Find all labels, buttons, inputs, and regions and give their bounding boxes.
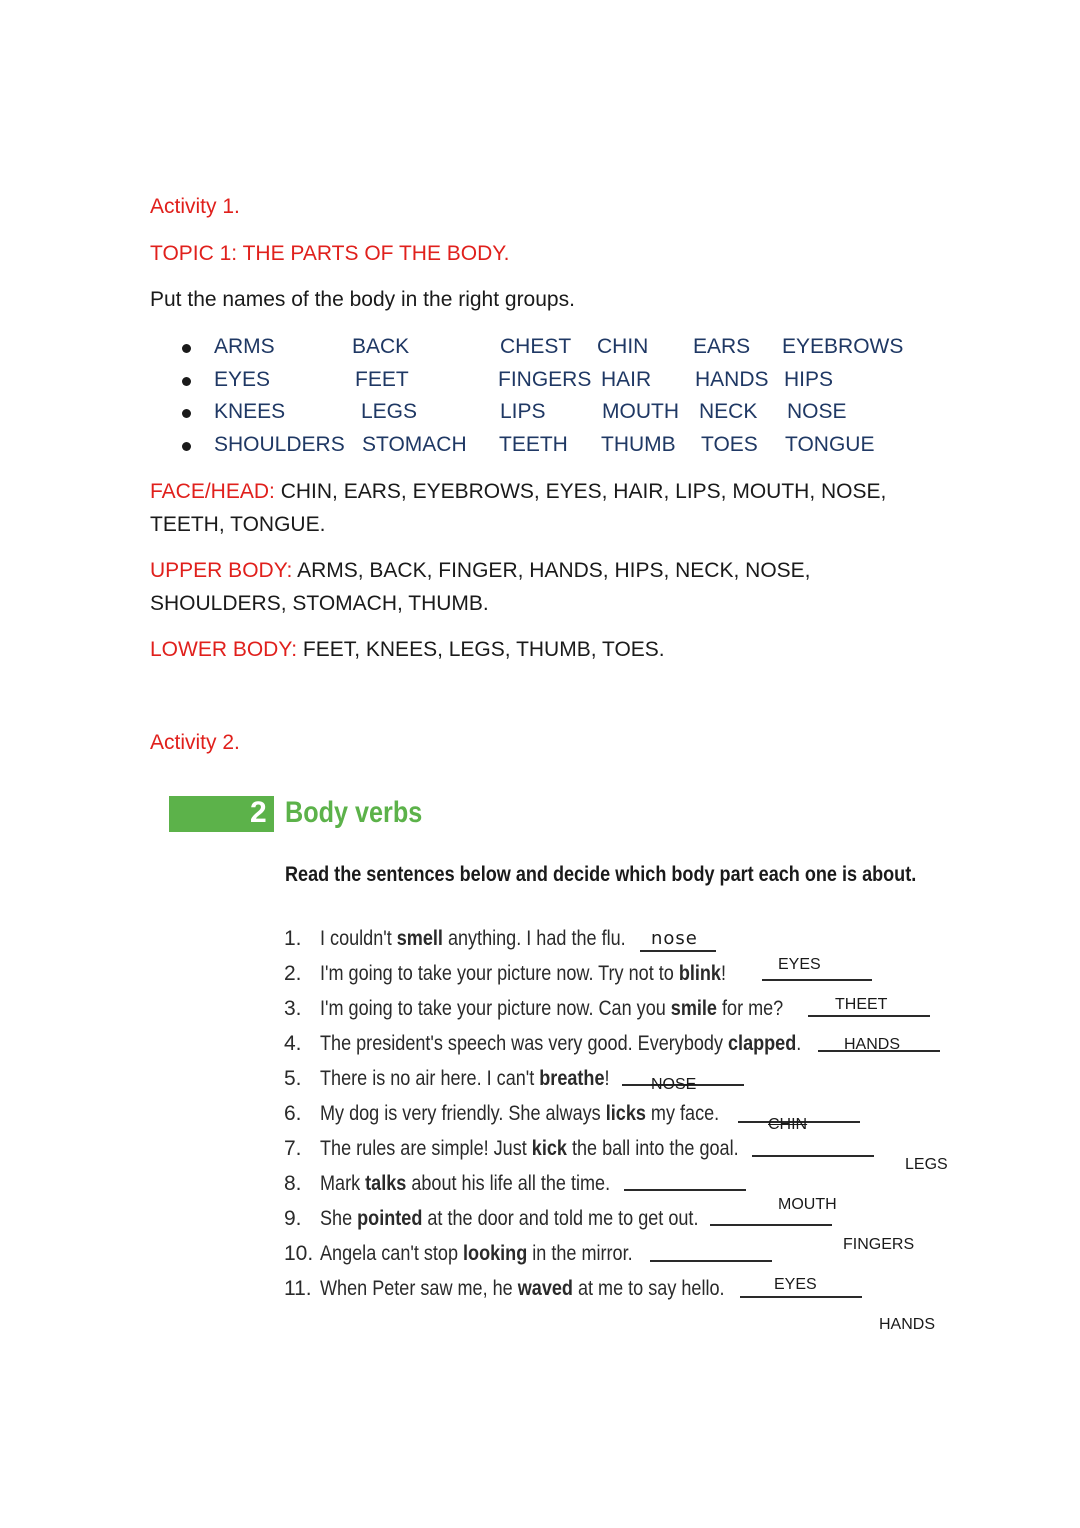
group-label: FACE/HEAD:: [150, 480, 275, 503]
activity-2-heading: Activity 2.: [150, 731, 240, 754]
sentence-number: 8.: [284, 1172, 302, 1195]
word: TOES: [701, 433, 758, 456]
word: LEGS: [361, 400, 418, 423]
group-label: LOWER BODY:: [150, 638, 298, 661]
sentence-text: There is no air here. I can't: [320, 1067, 540, 1090]
group-words: FEET, KNEES, LEGS, THUMB, TOES.: [302, 638, 665, 661]
sentence-text: my face.: [645, 1102, 720, 1125]
sentence-verb: waved: [517, 1277, 573, 1300]
word: STOMACH: [362, 433, 467, 456]
sentence-item: [284, 1137, 807, 1161]
sentence-number: 11.: [284, 1277, 312, 1300]
sentence-number: 5.: [284, 1067, 302, 1090]
sentence-text: about his life all the time.: [406, 1172, 611, 1195]
bullet-icon: [182, 344, 191, 353]
sentence-text: She: [320, 1207, 358, 1230]
word: FINGERS: [498, 368, 592, 391]
answer-9: FINGERS: [843, 1236, 915, 1253]
word: ARMS: [214, 335, 275, 358]
word: EYES: [214, 368, 271, 391]
sentence-text: My dog is very friendly. She always: [320, 1102, 606, 1125]
sentence-text: anything. I had the flu.: [442, 927, 626, 950]
sentence-text: The president's speech was very good. Everybody: [320, 1032, 729, 1055]
group-face-head: [150, 475, 950, 541]
sentence-text: The rules are simple! Just: [320, 1137, 532, 1160]
answer-line[interactable]: [808, 1015, 930, 1017]
sentence-text: When Peter saw me, he: [320, 1277, 518, 1300]
group-label: UPPER BODY:: [150, 559, 293, 582]
answer-6: CHIN: [768, 1116, 808, 1133]
sentence-text: I couldn't: [320, 927, 397, 950]
sentence-item: [284, 962, 792, 986]
word: CHEST: [500, 335, 572, 358]
sentence-item: [284, 927, 675, 951]
sentence-verb: pointed: [357, 1207, 423, 1230]
word: EARS: [693, 335, 751, 358]
sentence-verb: blink: [678, 962, 721, 985]
answer-2: EYES: [778, 956, 821, 973]
section-title: Body verbs: [285, 796, 423, 829]
sentence-number: 7.: [284, 1137, 302, 1160]
word: TONGUE: [785, 433, 875, 456]
group-lower-body: [150, 633, 950, 666]
word: NECK: [699, 400, 758, 423]
sentence-text: at me to say hello.: [572, 1277, 725, 1300]
sentence-text: Angela can't stop: [320, 1242, 464, 1265]
answer-11: HANDS: [879, 1316, 936, 1333]
sentence-verb: talks: [365, 1172, 407, 1195]
answer-line[interactable]: [650, 1260, 772, 1262]
sentence-text: the ball into the goal.: [566, 1137, 739, 1160]
sentence-verb: smile: [670, 997, 717, 1020]
sentence-text: !: [604, 1067, 610, 1090]
answer-3: THEET: [835, 996, 888, 1013]
word: BACK: [352, 335, 410, 358]
sentence-number: 1.: [284, 927, 302, 950]
word: MOUTH: [602, 400, 679, 423]
group-words: ARMS, BACK, FINGER, HANDS, HIPS, NECK, NOSE, SHOULDERS, STOMACH, THUMB.: [150, 559, 811, 615]
word: CHIN: [597, 335, 649, 358]
sentence-verb: smell: [396, 927, 443, 950]
word: NOSE: [787, 400, 847, 423]
sentence-item: [284, 997, 859, 1021]
answer-10: EYES: [774, 1276, 817, 1293]
word: TEETH: [499, 433, 568, 456]
word: THUMB: [601, 433, 676, 456]
answer-4: HANDS: [844, 1036, 901, 1053]
sentence-item: [284, 1102, 784, 1126]
word: KNEES: [214, 400, 286, 423]
sentence-item: [284, 1067, 657, 1091]
sentence-text: I'm going to take your picture now. Try not to: [320, 962, 679, 985]
bullet-icon: [182, 377, 191, 386]
answer-line[interactable]: [762, 979, 872, 981]
answer-1: nose: [651, 928, 698, 949]
sentence-text: in the mirror.: [527, 1242, 633, 1265]
sentence-item: [284, 1242, 684, 1266]
word: EYEBROWS: [782, 335, 904, 358]
answer-line[interactable]: [740, 1296, 862, 1298]
sentence-text: for me?: [716, 997, 784, 1020]
sentence-text: Mark: [320, 1172, 366, 1195]
activity-1-heading: Activity 1.: [150, 195, 240, 218]
bullet-icon: [182, 409, 191, 418]
word: HAIR: [601, 368, 652, 391]
sentence-verb: looking: [463, 1242, 528, 1265]
sentence-item: [284, 1207, 760, 1231]
word: HIPS: [784, 368, 834, 391]
sentence-verb: licks: [605, 1102, 646, 1125]
answer-line[interactable]: [624, 1189, 746, 1191]
activity-1-instruction: Put the names of the body in the right groups.: [150, 288, 575, 311]
sentence-text: I'm going to take your picture now. Can you: [320, 997, 671, 1020]
sentence-number: 2.: [284, 962, 302, 985]
answer-line[interactable]: [640, 950, 716, 952]
sentence-verb: clapped: [728, 1032, 797, 1055]
group-words: CHIN, EARS, EYEBROWS, EYES, HAIR, LIPS, MOUTH, NOSE, TEETH, TONGUE.: [150, 480, 887, 536]
sentence-number: 9.: [284, 1207, 302, 1230]
exercise-instruction: Read the sentences below and decide which body part each one is about.: [285, 863, 917, 886]
bullet-icon: [182, 442, 191, 451]
sentence-item: [284, 1172, 657, 1196]
answer-8: MOUTH: [778, 1196, 837, 1213]
group-upper-body: [150, 554, 950, 620]
section-number: 2: [250, 796, 267, 829]
sentence-item: [284, 1032, 880, 1056]
word: SHOULDERS: [214, 433, 345, 456]
answer-5: NOSE: [651, 1076, 697, 1093]
sentence-number: 6.: [284, 1102, 302, 1125]
sentence-number: 3.: [284, 997, 302, 1020]
sentence-number: 4.: [284, 1032, 302, 1055]
sentence-text: at the door and told me to get out.: [422, 1207, 699, 1230]
answer-7: LEGS: [905, 1156, 948, 1173]
sentence-number: 10.: [284, 1242, 314, 1265]
topic-heading: TOPIC 1: THE PARTS OF THE BODY.: [150, 242, 510, 265]
word: LIPS: [500, 400, 546, 423]
word: FEET: [355, 368, 409, 391]
word: HANDS: [695, 368, 769, 391]
sentence-item: [284, 1277, 790, 1301]
sentence-verb: kick: [531, 1137, 567, 1160]
answer-line[interactable]: [752, 1155, 874, 1157]
sentence-text: .: [796, 1032, 802, 1055]
answer-line[interactable]: [710, 1224, 832, 1226]
sentence-verb: breathe: [539, 1067, 605, 1090]
sentence-text: !: [720, 962, 727, 985]
